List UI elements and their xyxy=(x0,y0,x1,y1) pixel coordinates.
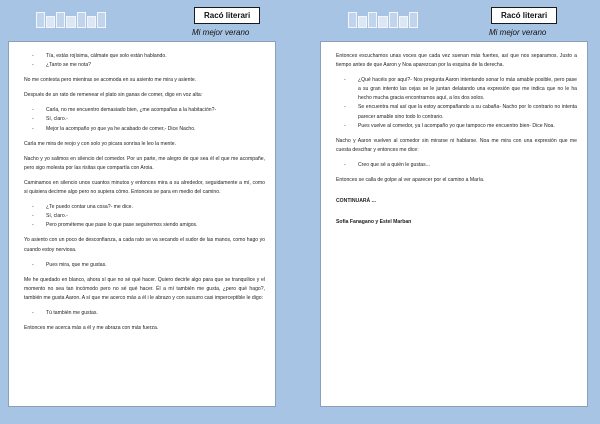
paragraph: Entonces se calla de golpe al ver aparecer por el camino a María. xyxy=(336,177,485,184)
left-page xyxy=(4,0,286,424)
dialogue-line: - ¿Te puedo contar una cosa?- me dice. xyxy=(24,203,265,212)
dialogue-list xyxy=(24,52,265,70)
paragraph: Después de un rato de remenear el plato sin ganas de comer, digo en voz alta: xyxy=(24,92,203,99)
paragraph: Me he quedado en blanco, ahora sí que no sé qué hacer. Quiero decirle algo para que se tranquilice y el momento no sea tan incómodo pero no sé qué hacer. Él a mí también me gusta, ¿pero qué hago?, también me gusta Aaron. A sí que me acerco más a él i le abrazo y con susurro casi imperceptible le digo: xyxy=(24,276,265,301)
dialogue-line: - Creo que sé a quién le gustas... xyxy=(336,161,577,170)
page-subtitle: Mi mejor verano xyxy=(489,28,547,37)
document-body xyxy=(8,41,276,407)
dialogue-line: - Pues vuelve al comedor, ya l acompaño yo que tampoco me encuentro bien- Dice Noa. xyxy=(336,122,577,131)
logo xyxy=(36,10,106,28)
dialogue-line: - Pues mira, que me gustas. xyxy=(24,261,265,270)
dialogue-list xyxy=(336,76,577,131)
paragraph: Entonces me acerca más a él y me abraza con más fuerza. xyxy=(24,325,159,332)
paragraph: Caminamos en silencio unos cuantos minutos y entonces mira a su alrededor, seguidamente a mí, como si quisiera decirme algo pero no supiera cómo. Entonces se para en medio del camino. xyxy=(24,179,265,196)
paragraph: Yo asiento con un poco de desconfianza, a cada rato se va secando el sudor de las manos, como hago yo cuando estoy nerviosa. xyxy=(24,237,265,253)
dialogue-line: - Pero prométeme que pase lo que pase seguiremos siendo amigos. xyxy=(24,221,265,230)
page-title: Racó literari xyxy=(194,7,260,24)
paragraph: Entonces escuchamos unas voces que cada vez suenan más fuertes, así que nos separamos. Justo a tiempo antes de que Aaron y Noa aparezcan por la esquina de la derecha. xyxy=(336,53,577,69)
dialogue-line: - Mejor la acompaño yo que ya he acabado de comer,- Dice Nacho. xyxy=(24,125,265,134)
dialogue-line: - Sí, claro.- xyxy=(24,115,265,124)
dialogue-line: - ¿Tanto se me nota? xyxy=(24,61,265,70)
dialogue-list xyxy=(24,106,265,133)
document-body xyxy=(320,41,588,407)
dialogue-line: - Tía, estás rojísima, cálmate que solo están hablando. xyxy=(24,52,265,61)
paragraph: Nacho y Aaron vuelven al comedor sin mirarse ni hablarse. Noa me mira con una expresión que me cuesta descifrar y entonces me dice: xyxy=(336,137,577,153)
dialogue-list xyxy=(336,161,577,170)
logo xyxy=(348,10,418,28)
paragraph: Carla me mira de reojo y con solo yo picara sonrisa le leo la mente. xyxy=(24,140,177,147)
dialogue-line: - ¿Qué hacéis por aquí?- Nos pregunta Aaron intentando sonar lo más amable posible, pero pase a su gran intento las cejas se le juntan delatando una expresión que me indica que no le ha hecho mucha gracia encontrarnos aquí, a los dos solos. xyxy=(336,76,577,103)
dialogue-line: - Tú también me gustas. xyxy=(24,309,265,318)
dialogue-line: - Se encuentra mal así que la estoy acompañando a su cabaña- Nacho por lo contrario no intenta parecer amable sino todo lo contrario. xyxy=(336,103,577,121)
continued-note: CONTINUARÁ ... xyxy=(336,198,376,205)
authors: Sofia Fanagano y Estel Marban xyxy=(336,219,412,226)
paragraph: No me contesta pero mientras se acomoda en su asiento me mira y asiente. xyxy=(24,77,197,84)
paragraph: Nacho y yo salimos en silencio del comedor. Por un parte, me alegro de que sea él el que me acompañe, pero sigo molesta por las risitas que compartía con Aroia. xyxy=(24,155,265,171)
dialogue-line: - Sí, claro.- xyxy=(24,212,265,221)
dialogue-line: - Carla, no me encuentro demasiado bien, ¿me acompañas a la habitación?- xyxy=(24,106,265,115)
page-subtitle: Mi mejor verano xyxy=(192,28,250,37)
dialogue-list xyxy=(24,261,265,270)
dialogue-list xyxy=(24,203,265,230)
page-title: Racó literari xyxy=(491,7,557,24)
dialogue-list xyxy=(24,309,265,318)
right-page xyxy=(316,0,598,424)
